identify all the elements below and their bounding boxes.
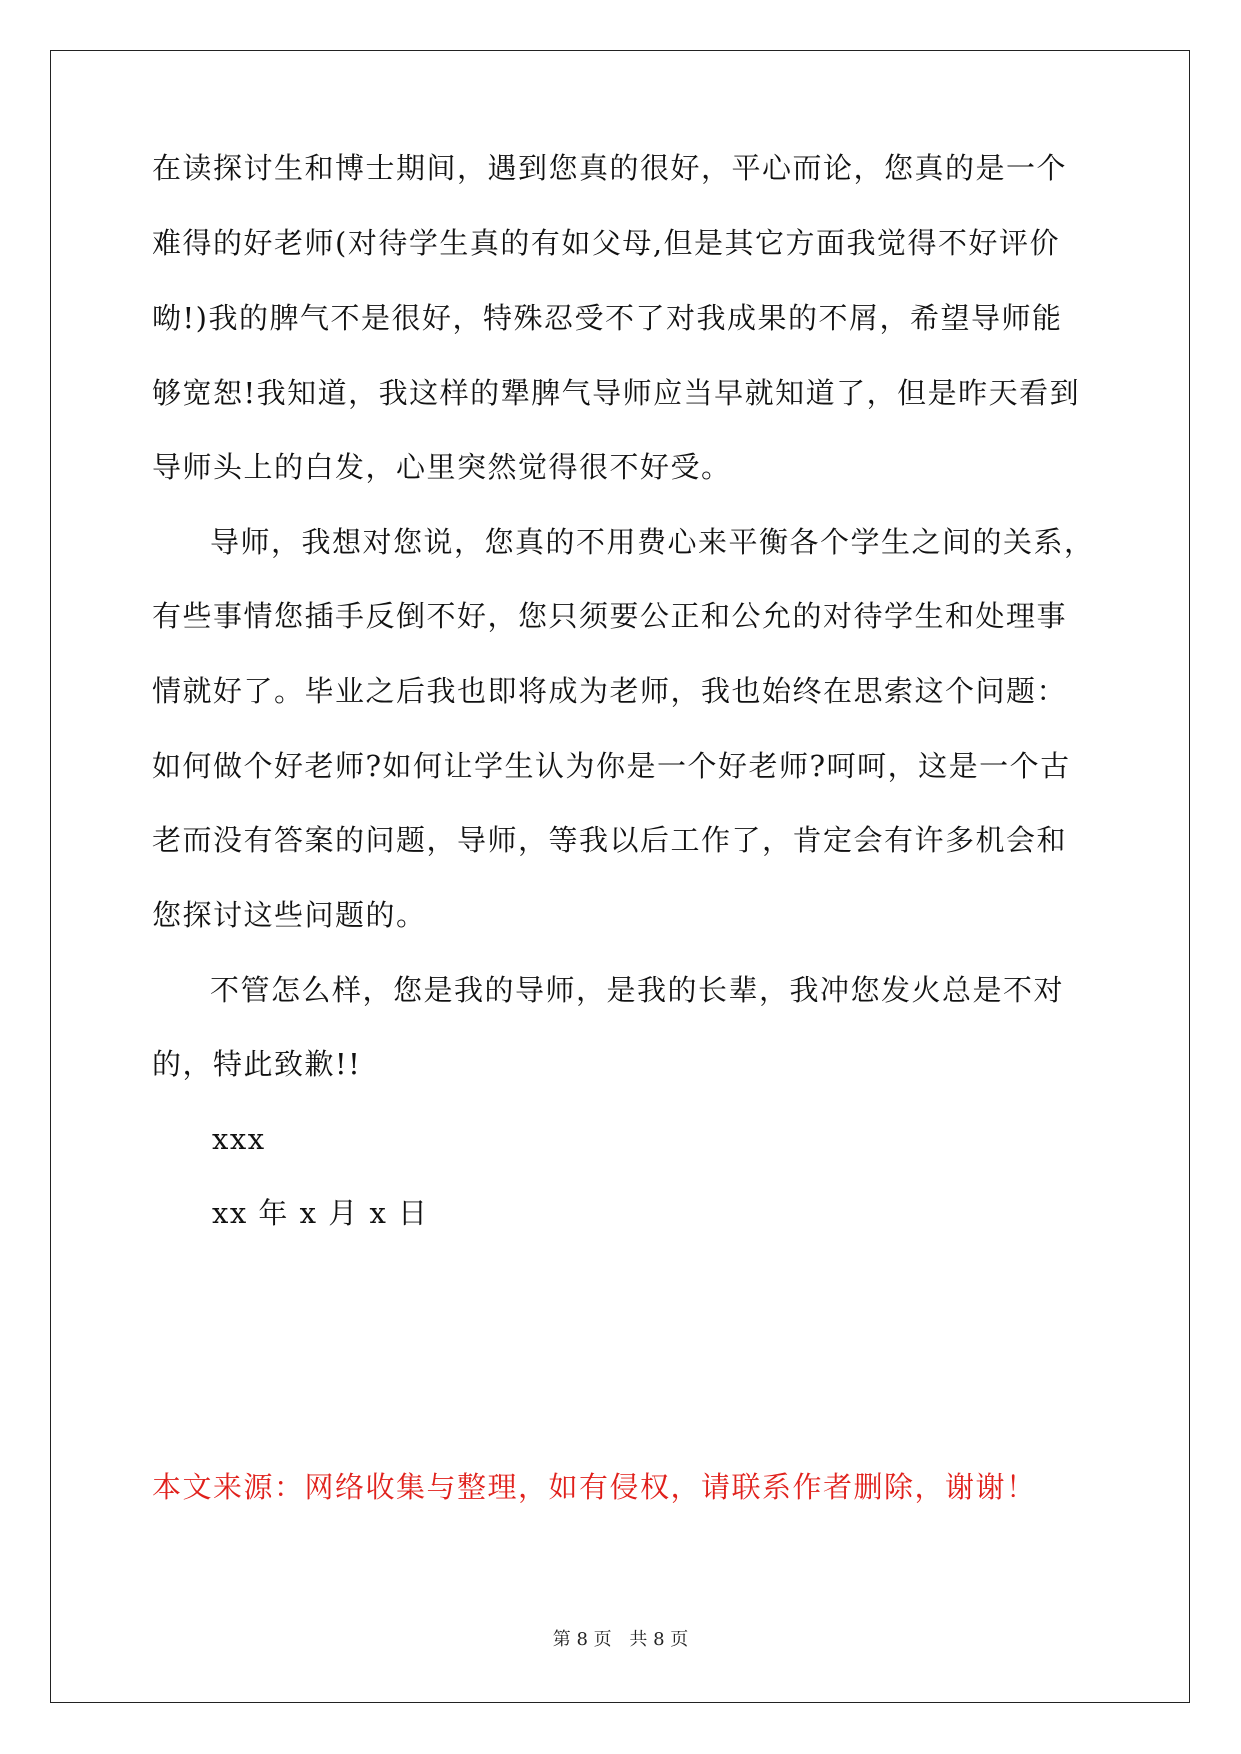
source-note: 本文来源：网络收集与整理，如有侵权，请联系作者删除，谢谢！ xyxy=(152,1470,1037,1504)
page-total: 共 8 页 xyxy=(629,1629,689,1650)
page-number: 第 8 页 xyxy=(552,1629,612,1650)
paragraph-1-line-5: 导师头上的白发，心里突然觉得很不好受。 xyxy=(152,450,732,484)
signature-date: xx 年 x 月 x 日 xyxy=(212,1196,429,1230)
paragraph-2-line-1: 导师，我想对您说，您真的不用费心来平衡各个学生之间的关系， xyxy=(210,525,1095,559)
paragraph-1-line-1: 在读探讨生和博士期间，遇到您真的很好，平心而论，您真的是一个 xyxy=(152,151,1068,185)
paragraph-1-line-3: 呦!)我的脾气不是很好，特殊忍受不了对我成果的不屑，希望导师能 xyxy=(152,301,1063,335)
paragraph-1-line-2: 难得的好老师(对待学生真的有如父母,但是其它方面我觉得不好评价 xyxy=(152,226,1061,260)
page-footer xyxy=(0,1625,1241,1651)
paragraph-2-line-2: 有些事情您插手反倒不好，您只须要公正和公允的对待学生和处理事 xyxy=(152,599,1068,633)
paragraph-1-line-4: 够宽恕!我知道，我这样的犟脾气导师应当早就知道了，但是昨天看到 xyxy=(152,376,1081,410)
paragraph-3-line-2: 的，特此致歉!! xyxy=(152,1047,362,1081)
paragraph-2-line-5: 老而没有答案的问题，导师，等我以后工作了，肯定会有许多机会和 xyxy=(152,823,1068,857)
paragraph-3-line-1: 不管怎么样，您是我的导师，是我的长辈，我冲您发火总是不对 xyxy=(210,973,1065,1007)
paragraph-2-line-6: 您探讨这些问题的。 xyxy=(152,898,427,932)
signature-name: xxx xyxy=(212,1122,266,1156)
paragraph-2-line-3: 情就好了。毕业之后我也即将成为老师，我也始终在思索这个问题： xyxy=(152,674,1068,708)
page-border xyxy=(50,50,1190,1703)
paragraph-2-line-4: 如何做个好老师?如何让学生认为你是一个好老师?呵呵，这是一个古 xyxy=(152,749,1071,783)
